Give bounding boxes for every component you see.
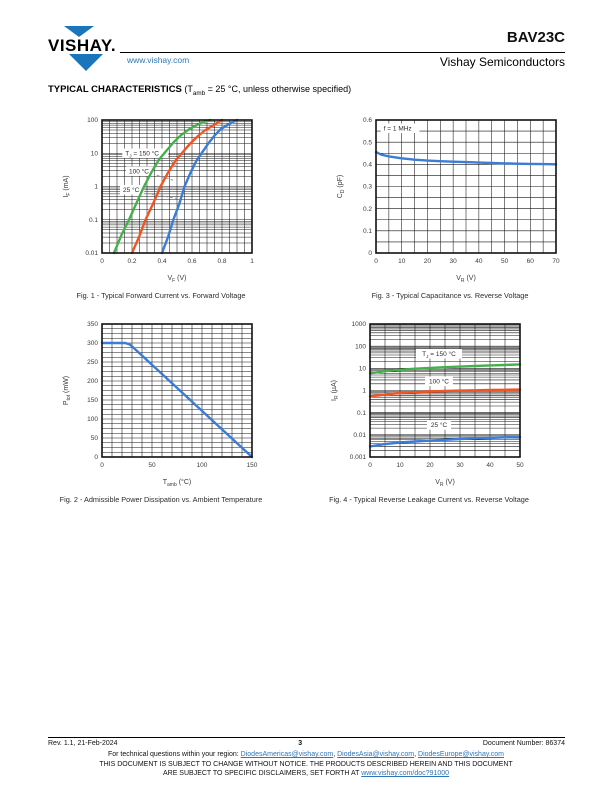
footer-row xyxy=(48,740,565,747)
footer-doc-number: Document Number: 86374 xyxy=(482,740,565,747)
fig3-plot xyxy=(332,112,568,287)
fig1-caption: Fig. 1 - Typical Forward Current vs. Forward Voltage xyxy=(76,291,246,300)
svg-text:50: 50 xyxy=(516,462,524,469)
fig2-plot xyxy=(58,316,264,491)
svg-text:0.3: 0.3 xyxy=(362,183,372,191)
svg-text:10: 10 xyxy=(358,365,366,373)
svg-text:0.1: 0.1 xyxy=(362,228,372,235)
svg-text:0.5: 0.5 xyxy=(362,139,372,147)
svg-text:30: 30 xyxy=(456,462,464,469)
svg-text:IF (mA): $I_F$ (mA) xyxy=(63,175,72,198)
svg-text:250: 250 xyxy=(87,359,98,367)
svg-text:VR (V): $V_R$ (V) xyxy=(435,479,455,488)
svg-text:0: 0 xyxy=(368,250,372,258)
svg-text:100 °C: 100 °C xyxy=(129,168,149,176)
footer-emails: DiodesAmericas@vishay.com, DiodesAsia@vishay.com, DiodesEurope@vishay.com xyxy=(240,751,504,758)
svg-text:0.1: 0.1 xyxy=(88,217,98,224)
svg-text:0.2: 0.2 xyxy=(362,205,372,213)
section-title xyxy=(48,84,351,97)
svg-text:20: 20 xyxy=(426,462,434,469)
disclaimer-link[interactable]: www.vishay.com/doc?91000 xyxy=(361,770,450,777)
svg-text:60: 60 xyxy=(526,258,534,265)
svg-text:200: 200 xyxy=(87,378,98,386)
svg-text:20: 20 xyxy=(423,258,432,265)
svg-text:CD (pF): $C_D$ (pF) xyxy=(337,174,346,199)
fig2-chart xyxy=(58,316,264,504)
svg-text:50: 50 xyxy=(148,462,156,469)
svg-text:0.1: 0.1 xyxy=(356,409,366,417)
svg-text:0.4: 0.4 xyxy=(157,258,167,265)
fig3-caption: Fig. 3 - Typical Capacitance vs. Reverse Voltage xyxy=(371,291,529,300)
svg-text:10: 10 xyxy=(396,462,404,469)
svg-text:0: 0 xyxy=(100,258,104,265)
svg-text:0.01: 0.01 xyxy=(85,250,98,258)
part-number: BAV23C xyxy=(506,29,565,46)
svg-text:40: 40 xyxy=(475,258,483,265)
svg-text:TJ = 150 °C: $T_J = 150$ °C xyxy=(422,351,456,360)
footer-contact-prefix: For technical questions within your region: xyxy=(107,751,241,758)
svg-text:25 °C: 25 °C xyxy=(123,187,140,194)
svg-text:0: 0 xyxy=(100,462,104,469)
svg-text:100 °C: 100 °C xyxy=(429,378,449,386)
svg-text:0.4: 0.4 xyxy=(362,161,372,169)
svg-text:30: 30 xyxy=(449,258,457,265)
svg-text:0: 0 xyxy=(368,462,372,469)
svg-text:0: 0 xyxy=(374,258,378,265)
logo-triangle-bottom-icon xyxy=(69,54,103,71)
footer-revision: Rev. 1.1, 21-Feb-2024 xyxy=(48,740,118,747)
svg-text:150: 150 xyxy=(87,397,98,405)
division-name: Vishay Semiconductors xyxy=(439,55,565,69)
email-link[interactable]: DiodesAmericas@vishay.com xyxy=(240,751,334,758)
svg-text:1: 1 xyxy=(94,183,98,191)
fig4-caption: Fig. 4 - Typical Reverse Leakage Current vs. Reverse Voltage xyxy=(329,495,529,504)
svg-text:100: 100 xyxy=(196,462,208,469)
svg-text:0.6: 0.6 xyxy=(362,117,372,125)
svg-text:10: 10 xyxy=(398,258,406,265)
section-title-bold: TYPICAL CHARACTERISTICS xyxy=(48,84,182,95)
svg-text:Tamb (°C): $T_{amb}$ (°C) xyxy=(162,479,192,488)
header-divider xyxy=(120,52,565,53)
svg-text:0: 0 xyxy=(94,454,98,462)
footer-contact xyxy=(0,751,612,758)
svg-text:0.6: 0.6 xyxy=(187,258,197,265)
fig4-chart xyxy=(326,316,532,504)
svg-text:10: 10 xyxy=(90,150,98,158)
section-title-condition: ($T_{amb} = 25$ °C, unless otherwise specified) xyxy=(184,84,352,97)
svg-text:VF (V): $V_F$ (V) xyxy=(167,275,187,284)
fig3-chart xyxy=(332,112,568,300)
fig1-chart xyxy=(58,112,264,300)
svg-text:1: 1 xyxy=(362,387,366,395)
svg-text:25 °C: 25 °C xyxy=(430,422,448,430)
svg-text:0.01: 0.01 xyxy=(353,432,366,439)
svg-text:Ptot (mW): $P_{tot}$ (mW) xyxy=(63,375,72,406)
fig1-plot xyxy=(58,112,264,287)
logo-wordmark: VISHAY. xyxy=(48,36,117,55)
svg-text:0.001: 0.001 xyxy=(349,454,366,462)
svg-text:0.2: 0.2 xyxy=(127,258,137,265)
footer-disclaimer-line1: THIS DOCUMENT IS SUBJECT TO CHANGE WITHOUT NOTICE. THE PRODUCTS DESCRIBED HEREIN AND THIS DOCUMENT xyxy=(99,761,513,768)
svg-text:100: 100 xyxy=(87,416,98,424)
svg-text:150: 150 xyxy=(246,462,258,469)
svg-text:TJ = 150 °C: $T_J = 150$ °C xyxy=(125,150,159,159)
email-link[interactable]: DiodesEurope@vishay.com xyxy=(418,751,504,758)
svg-text:1000: 1000 xyxy=(351,321,366,329)
fig2-caption: Fig. 2 - Admissible Power Dissipation vs. Ambient Temperature xyxy=(59,495,263,504)
svg-text:f = 1 MHz: f = 1 MHz xyxy=(383,125,412,133)
svg-text:IR (µA): $I_R$ (µA) xyxy=(331,380,340,401)
svg-text:VR (V): $V_R$ (V) xyxy=(456,275,476,284)
svg-text:350: 350 xyxy=(87,321,98,329)
svg-text:100: 100 xyxy=(87,117,98,125)
svg-text:50: 50 xyxy=(90,435,98,443)
svg-text:70: 70 xyxy=(552,258,560,265)
footer-divider xyxy=(48,737,565,738)
svg-text:50: 50 xyxy=(500,258,509,265)
svg-text:1: 1 xyxy=(250,258,254,265)
footer-page-number: 3 xyxy=(298,740,303,747)
email-link[interactable]: DiodesAsia@vishay.com xyxy=(337,751,415,758)
svg-text:300: 300 xyxy=(87,340,98,348)
website-link[interactable]: www.vishay.com xyxy=(127,55,190,65)
footer-disclaimer-line2 xyxy=(0,770,612,777)
footer-disclaimer-prefix: ARE SUBJECT TO SPECIFIC DISCLAIMERS, SET FORTH AT xyxy=(162,770,362,777)
svg-text:100: 100 xyxy=(355,343,366,351)
svg-text:0.8: 0.8 xyxy=(217,258,227,265)
fig4-plot xyxy=(326,316,532,491)
svg-text:40: 40 xyxy=(486,462,494,469)
